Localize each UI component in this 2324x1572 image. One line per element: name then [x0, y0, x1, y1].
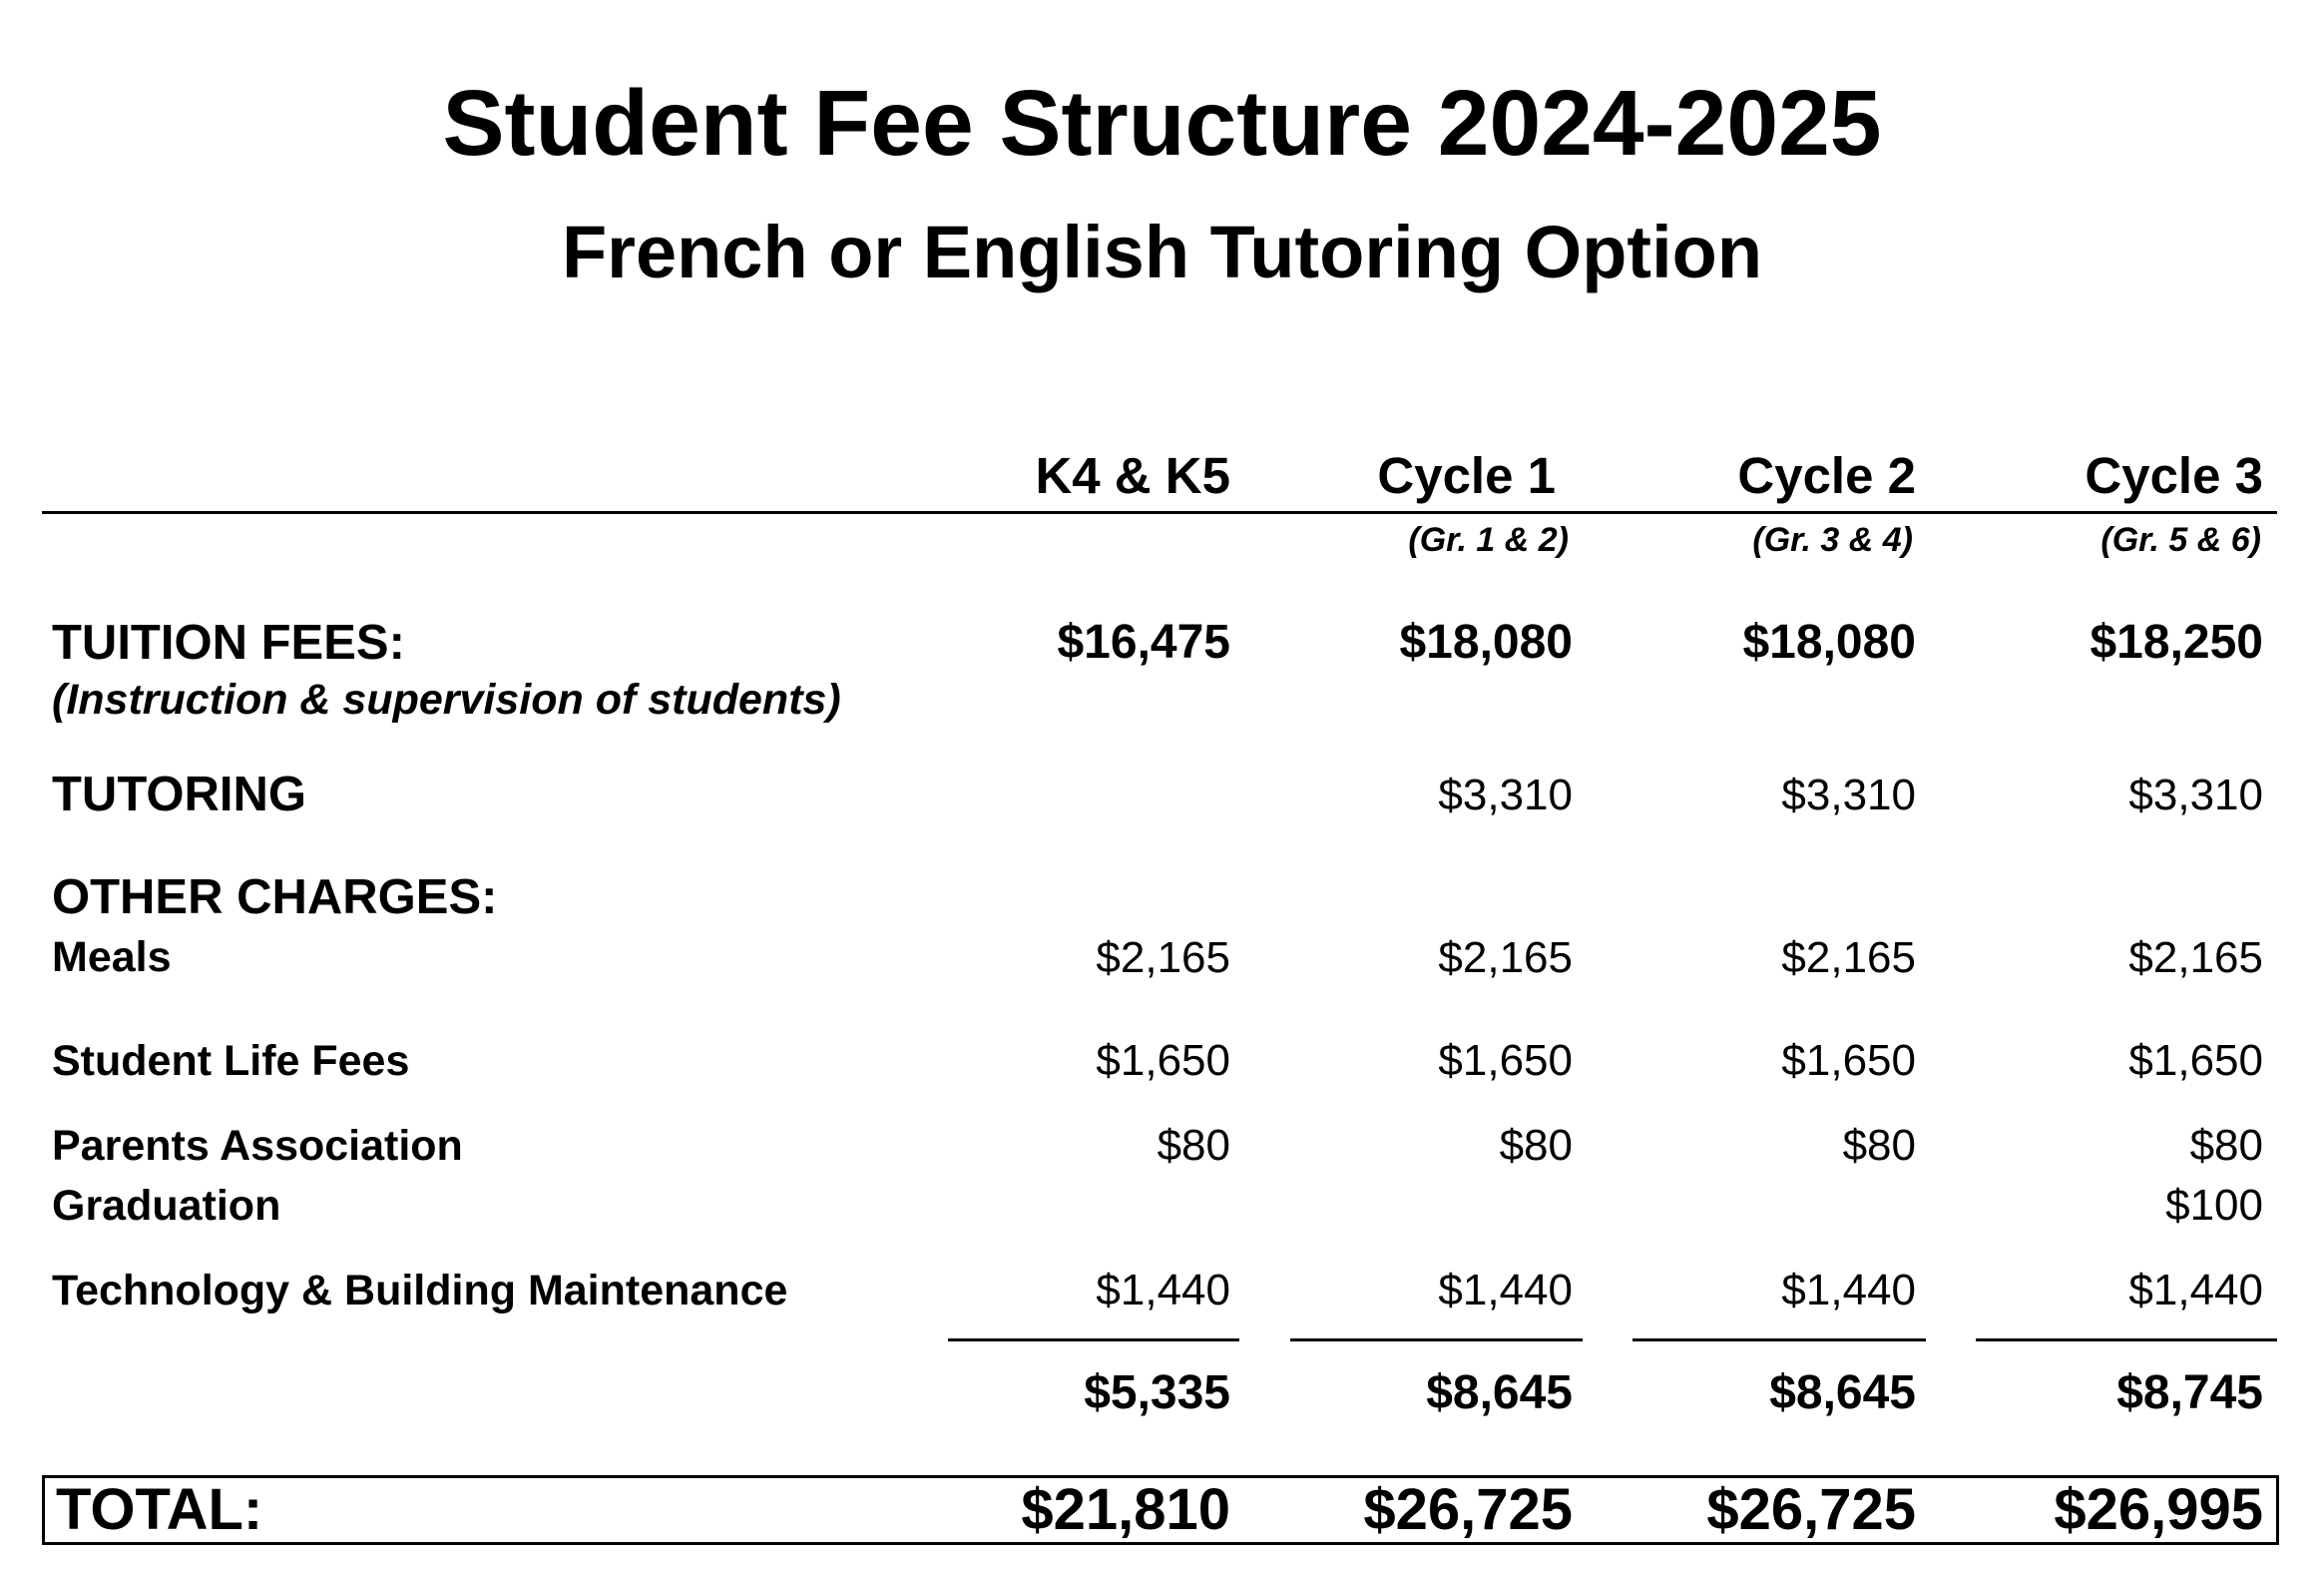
student-life-fees-label: Student Life Fees	[52, 1037, 410, 1085]
page-title: Student Fee Structure 2024-2025	[442, 71, 1882, 175]
total-label: TOTAL:	[56, 1477, 263, 1542]
student-life-value-cycle-1: $1,650	[1438, 1036, 1573, 1085]
tutoring-value-cycle-1: $3,310	[1438, 771, 1573, 819]
parents-association-label: Parents Association	[52, 1122, 463, 1170]
total-value-cycle-1: $26,725	[1363, 1477, 1573, 1542]
tuition-fees-note: (Instruction & supervision of students)	[52, 676, 841, 724]
graduation-label: Graduation	[52, 1182, 281, 1230]
column-grades-cycle-3: (Gr. 5 & 6)	[2100, 521, 2261, 559]
tuition-fees-label: TUITION FEES:	[52, 616, 405, 670]
subtotal-rule-cycle-1	[1290, 1338, 1583, 1341]
meals-value-cycle-2: $2,165	[1781, 933, 1916, 982]
tutoring-value-cycle-2: $3,310	[1781, 771, 1916, 819]
technology-value-cycle-1: $1,440	[1438, 1266, 1573, 1314]
technology-value-cycle-2: $1,440	[1781, 1266, 1916, 1314]
total-value-cycle-3: $26,995	[2054, 1477, 2263, 1542]
column-header-cycle-3: Cycle 3	[2085, 447, 2263, 504]
parents-association-value-cycle-1: $80	[1499, 1121, 1573, 1170]
subtotal-value-cycle-3: $8,745	[2116, 1366, 2263, 1419]
meals-label: Meals	[52, 933, 172, 981]
graduation-value-cycle-3: $100	[2165, 1181, 2263, 1230]
total-value-k4-k5: $21,810	[1021, 1477, 1230, 1542]
student-life-value-cycle-2: $1,650	[1781, 1036, 1916, 1085]
column-grades-cycle-2: (Gr. 3 & 4)	[1752, 521, 1913, 559]
parents-association-value-cycle-3: $80	[2189, 1121, 2263, 1170]
column-header-k4-k5: K4 & K5	[1035, 447, 1230, 504]
parents-association-value-cycle-2: $80	[1842, 1121, 1916, 1170]
subtotal-value-cycle-1: $8,645	[1426, 1366, 1573, 1419]
page-subtitle: French or English Tutoring Option	[561, 211, 1763, 293]
tuition-value-cycle-3: $18,250	[2090, 616, 2263, 669]
meals-value-k4-k5: $2,165	[1096, 933, 1230, 982]
subtotal-rule-k4-k5	[948, 1338, 1239, 1341]
column-grades-cycle-1: (Gr. 1 & 2)	[1408, 521, 1569, 559]
tutoring-label: TUTORING	[52, 768, 306, 821]
column-header-cycle-1: Cycle 1	[1377, 447, 1556, 504]
total-value-cycle-2: $26,725	[1706, 1477, 1916, 1542]
tuition-value-cycle-2: $18,080	[1742, 616, 1916, 669]
meals-value-cycle-3: $2,165	[2128, 933, 2263, 982]
subtotal-rule-cycle-2	[1632, 1338, 1926, 1341]
technology-value-k4-k5: $1,440	[1096, 1266, 1230, 1314]
technology-maintenance-label: Technology & Building Maintenance	[52, 1267, 788, 1314]
student-life-value-k4-k5: $1,650	[1096, 1036, 1230, 1085]
technology-value-cycle-3: $1,440	[2128, 1266, 2263, 1314]
subtotal-value-k4-k5: $5,335	[1084, 1366, 1230, 1419]
tutoring-value-cycle-3: $3,310	[2128, 771, 2263, 819]
meals-value-cycle-1: $2,165	[1438, 933, 1573, 982]
subtotal-value-cycle-2: $8,645	[1769, 1366, 1916, 1419]
header-divider	[42, 511, 2277, 514]
parents-association-value-k4-k5: $80	[1157, 1121, 1230, 1170]
subtotal-rule-cycle-3	[1976, 1338, 2277, 1341]
column-header-cycle-2: Cycle 2	[1737, 447, 1916, 504]
student-life-value-cycle-3: $1,650	[2128, 1036, 2263, 1085]
tuition-value-cycle-1: $18,080	[1399, 616, 1573, 669]
other-charges-label: OTHER CHARGES:	[52, 870, 498, 924]
tuition-value-k4-k5: $16,475	[1057, 616, 1230, 669]
